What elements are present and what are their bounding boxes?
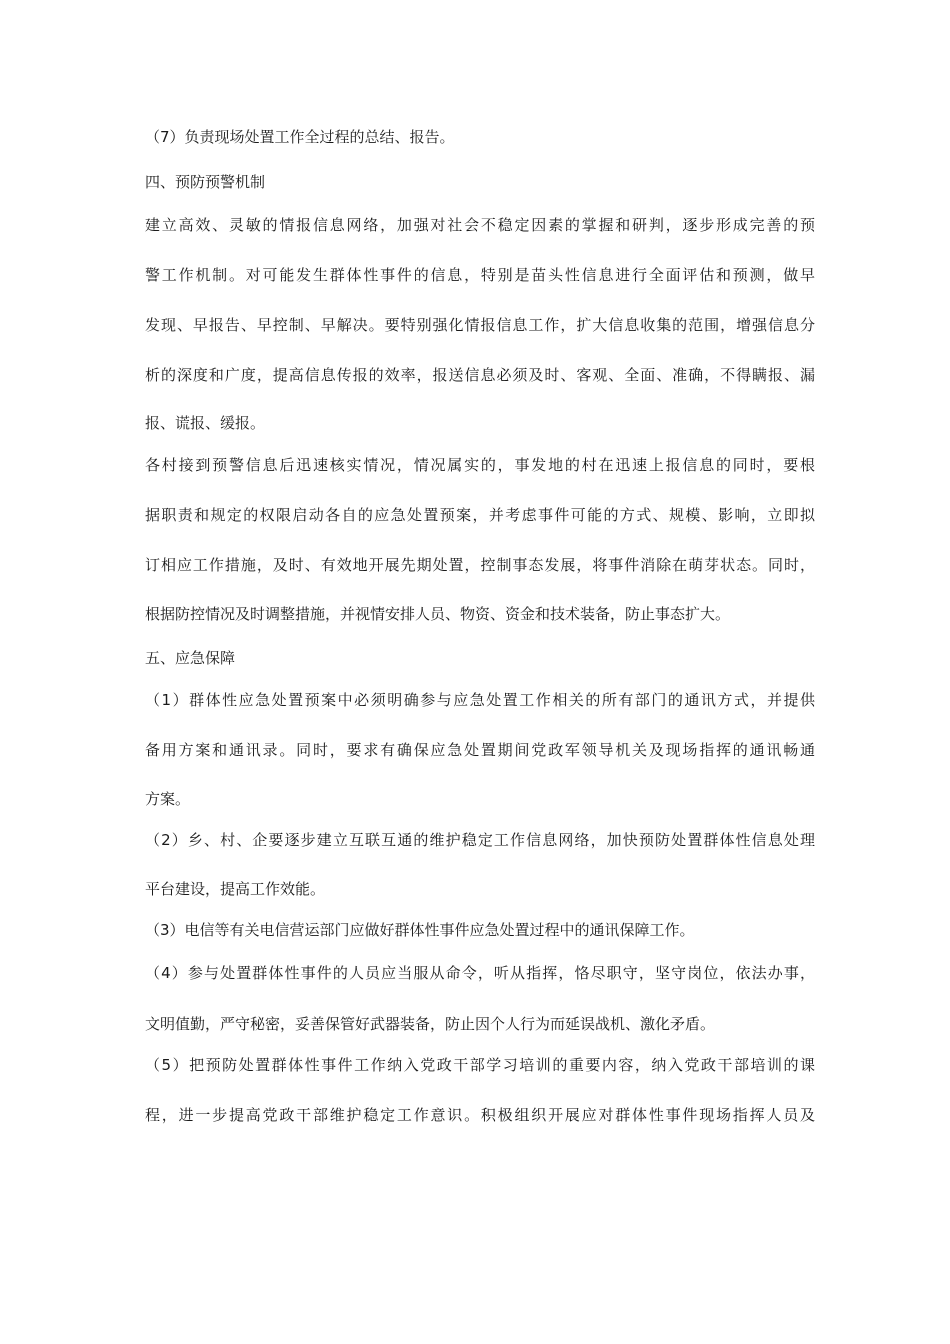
text-line: 文明值勤，严守秘密，妥善保管好武器装备，防止因个人行为而延误战机、激化矛盾。 (145, 1015, 716, 1033)
text-line: （3）电信等有关电信营运部门应做好群体性事件应急处置过程中的通讯保障工作。 (145, 921, 695, 939)
text-line: （5）把预防处置群体性事件工作纳入党政干部学习培训的重要内容，纳入党政干部培训的课 (145, 1056, 815, 1074)
text-line: 报、谎报、缓报。 (145, 414, 266, 432)
text-line: 方案。 (145, 790, 191, 808)
text-line: 订相应工作措施，及时、有效地开展先期处置，控制事态发展，将事件消除在萌芽状态。同时， (145, 556, 815, 574)
text-line: （4）参与处置群体性事件的人员应当服从命令，听从指挥，恪尽职守，坚守岗位，依法办事， (145, 964, 815, 982)
text-line: 警工作机制。对可能发生群体性事件的信息，特别是苗头性信息进行全面评估和预测，做早 (145, 266, 815, 284)
section-heading: 五、应急保障 (145, 649, 236, 667)
text-line: 各村接到预警信息后迅速核实情况，情况属实的，事发地的村在迅速上报信息的同时，要根 (145, 456, 815, 474)
text-line: 据职责和规定的权限启动各自的应急处置预案，并考虑事件可能的方式、规模、影响，立即拟 (145, 506, 815, 524)
text-line: 程，进一步提高党政干部维护稳定工作意识。积极组织开展应对群体性事件现场指挥人员及 (145, 1106, 815, 1124)
text-line: （7）负责现场处置工作全过程的总结、报告。 (145, 128, 455, 146)
section-heading: 四、预防预警机制 (145, 173, 266, 191)
text-line: 平台建设，提高工作效能。 (145, 880, 326, 898)
text-line: （1）群体性应急处置预案中必须明确参与应急处置工作相关的所有部门的通讯方式，并提供 (145, 691, 815, 709)
text-line: （2）乡、村、企要逐步建立互联互通的维护稳定工作信息网络，加快预防处置群体性信息处理 (145, 831, 815, 849)
text-line: 建立高效、灵敏的情报信息网络，加强对社会不稳定因素的掌握和研判，逐步形成完善的预 (145, 216, 815, 234)
text-line: 根据防控情况及时调整措施，并视情安排人员、物资、资金和技术装备，防止事态扩大。 (145, 605, 731, 623)
text-line: 备用方案和通讯录。同时，要求有确保应急处置期间党政军领导机关及现场指挥的通讯畅通 (145, 741, 815, 759)
text-line: 析的深度和广度，提高信息传报的效率，报送信息必须及时、客观、全面、准确，不得瞒报、漏 (145, 366, 815, 384)
text-line: 发现、早报告、早控制、早解决。要特别强化情报信息工作，扩大信息收集的范围，增强信息分 (145, 316, 815, 334)
